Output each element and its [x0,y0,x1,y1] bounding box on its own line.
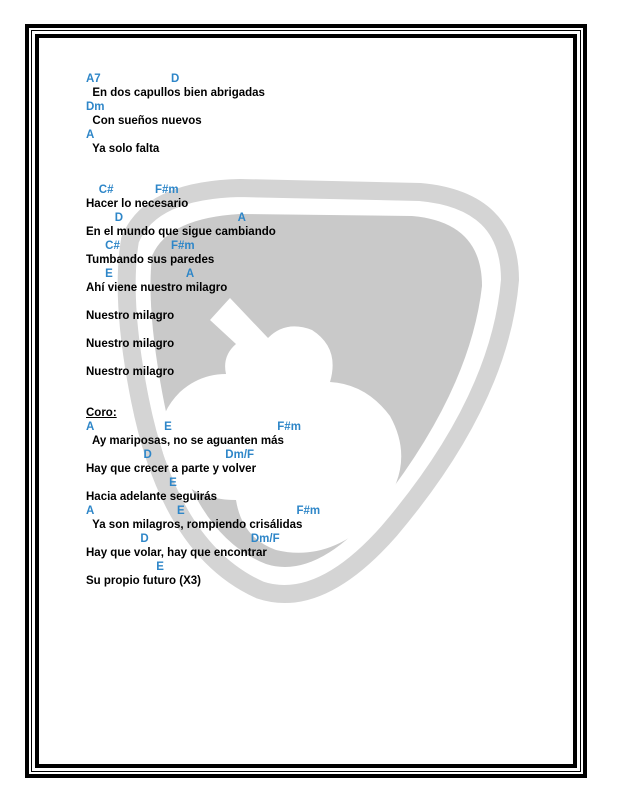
lyric-line: Hacer lo necesario [86,198,189,210]
lyric-line: Hacia adelante seguirás [86,491,218,503]
chord-line: C# F#m [86,184,179,196]
lyric-line: Tumbando sus paredes [86,254,215,266]
lyric-line: Ya solo falta [86,143,160,155]
lyric-line: En el mundo que sigue cambiando [86,226,276,238]
chord-line: A E F#m [86,421,301,433]
chord-line: A E F#m [86,505,321,517]
lyric-line: En dos capullos bien abrigadas [86,87,265,99]
chord-line: A [86,129,95,141]
chord-line: A7 D [86,73,180,85]
lyric-line: Hay que volar, hay que encontrar [86,547,267,559]
chord-line: D Dm/F [86,533,280,545]
chord-line: C# F#m [86,240,195,252]
chord-line: E A [86,268,195,280]
lyric-line: Con sueños nuevos [86,115,202,127]
lyric-line: Hay que crecer a parte y volver [86,463,257,475]
lyric-line: Su propio futuro (X3) [86,575,201,587]
lyric-line: Ya son milagros, rompiendo crisálidas [86,519,303,531]
lyric-line: Ahí viene nuestro milagro [86,282,228,294]
chord-line: D A [86,212,246,224]
chord-line: E [86,561,164,573]
chord-line: Dm [86,101,105,113]
section-heading: Coro: [86,407,117,419]
lyric-line: Nuestro milagro [86,338,175,350]
lyric-line: Nuestro milagro [86,366,175,378]
chord-line: E [86,477,177,489]
chord-line: D Dm/F [86,449,255,461]
lyric-line: Nuestro milagro [86,310,175,322]
lyric-line: Ay mariposas, no se aguanten más [86,435,284,447]
